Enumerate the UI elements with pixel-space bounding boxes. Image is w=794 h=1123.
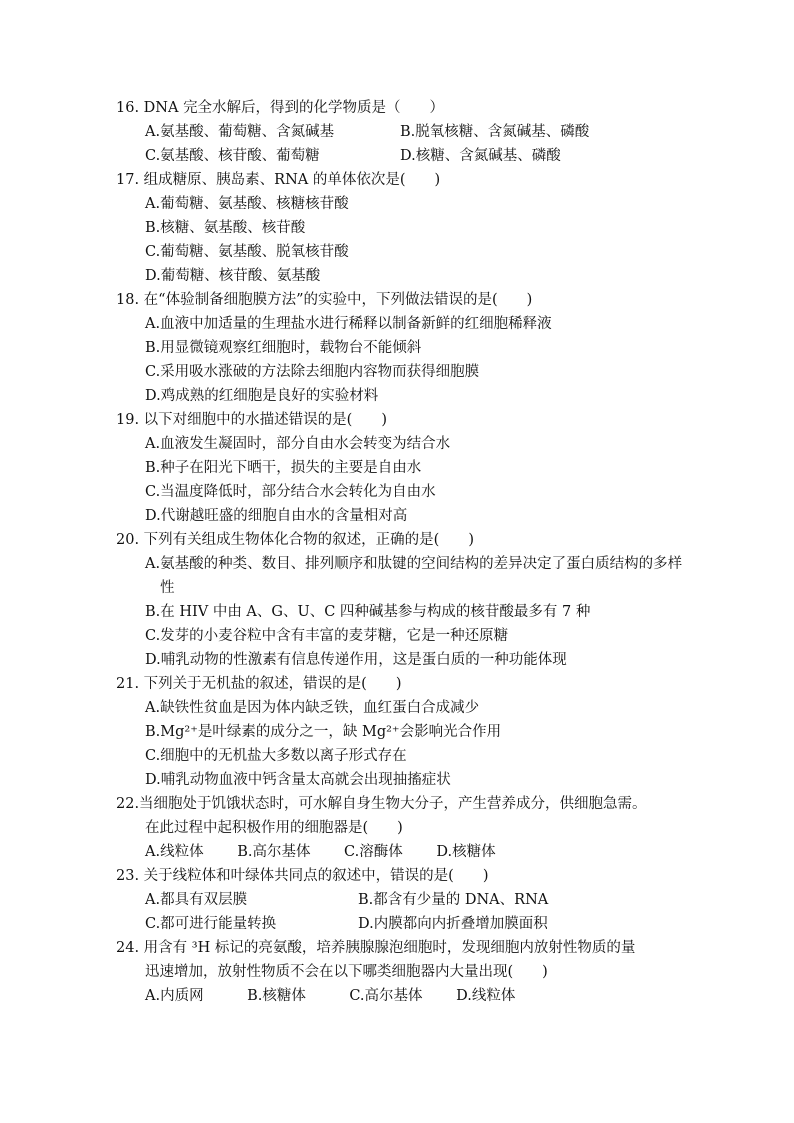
- option-21-a: A.缺铁性贫血是因为体内缺乏铁，血红蛋白合成减少: [145, 700, 480, 716]
- option-20-d: D.哺乳动物的性激素有信息传递作用，这是蛋白质的一种功能体现: [145, 652, 567, 668]
- option-16-c: C.氨基酸、核苷酸、葡萄糖: [145, 148, 320, 164]
- option-17-c: C.葡萄糖、氨基酸、脱氧核苷酸: [145, 244, 349, 260]
- question-20: 20. 下列有关组成生物体化合物的叙述，正确的是( ): [116, 532, 474, 548]
- question-19: 19. 以下对细胞中的水描述错误的是( ): [116, 412, 387, 428]
- question-21: 21. 下列关于无机盐的叙述，错误的是( ): [116, 676, 402, 692]
- option-20-a-continued: 性: [160, 580, 175, 596]
- question-24: 24. 用含有 ³H 标记的亮氨酸，培养胰腺腺泡细胞时，发现细胞内放射性物质的量: [116, 940, 636, 956]
- option-23-a: A.都具有双层膜: [145, 892, 248, 908]
- question-16: 16. DNA 完全水解后，得到的化学物质是（ ）: [116, 100, 445, 116]
- option-19-a: A.血液发生凝固时，部分自由水会转变为结合水: [145, 436, 451, 452]
- option-17-a: A.葡萄糖、氨基酸、核糖核苷酸: [145, 196, 349, 212]
- option-16-b: B.脱氧核糖、含氮碱基、磷酸: [400, 124, 590, 140]
- option-16-d: D.核糖、含氮碱基、磷酸: [400, 148, 561, 164]
- question-18: 18. 在“体验制备细胞膜方法”的实验中，下列做法错误的是( ): [116, 292, 533, 308]
- option-21-d: D.哺乳动物血液中钙含量太高就会出现抽搐症状: [145, 772, 451, 788]
- option-21-b: B.Mg²⁺是叶绿素的成分之一，缺 Mg²⁺会影响光合作用: [145, 724, 502, 740]
- options-22: A.线粒体 B.高尔基体 C.溶酶体 D.核糖体: [145, 844, 496, 860]
- option-18-d: D.鸡成熟的红细胞是良好的实验材料: [145, 388, 379, 404]
- option-20-c: C.发芽的小麦谷粒中含有丰富的麦芽糖，它是一种还原糖: [145, 628, 509, 644]
- question-22: 22.当细胞处于饥饿状态时，可水解自身生物大分子，产生营养成分，供细胞急需。: [116, 796, 647, 812]
- option-20-a: A.氨基酸的种类、数目、排列顺序和肽键的空间结构的差异决定了蛋白质结构的多样: [145, 556, 683, 572]
- option-18-a: A.血液中加适量的生理盐水进行稀释以制备新鲜的红细胞稀释液: [145, 316, 552, 332]
- option-17-b: B.核糖、氨基酸、核苷酸: [145, 220, 306, 236]
- option-23-d: D.内膜都向内折叠增加膜面积: [358, 916, 548, 932]
- option-19-b: B.种子在阳光下晒干，损失的主要是自由水: [145, 460, 422, 476]
- option-20-b: B.在 HIV 中由 A、G、U、C 四种碱基参与构成的核苷酸最多有 7 种: [145, 604, 591, 620]
- question-22-continued: 在此过程中起积极作用的细胞器是( ): [145, 820, 403, 836]
- option-16-a: A.氨基酸、葡萄糖、含氮碱基: [145, 124, 335, 140]
- option-21-c: C.细胞中的无机盐大多数以离子形式存在: [145, 748, 407, 764]
- question-17: 17. 组成糖原、胰岛素、RNA 的单体依次是( ): [116, 172, 441, 188]
- option-17-d: D.葡萄糖、核苷酸、氨基酸: [145, 268, 321, 284]
- option-23-c: C.都可进行能量转换: [145, 916, 277, 932]
- option-23-b: B.都含有少量的 DNA、RNA: [358, 892, 549, 908]
- option-19-c: C.当温度降低时，部分结合水会转化为自由水: [145, 484, 436, 500]
- question-23: 23. 关于线粒体和叶绿体共同点的叙述中，错误的是( ): [116, 868, 489, 884]
- options-24: A.内质网 B.核糖体 C.高尔基体 D.线粒体: [145, 988, 516, 1004]
- question-24-continued: 迅速增加，放射性物质不会在以下哪类细胞器内大量出现( ): [145, 964, 548, 980]
- option-18-c: C.采用吸水涨破的方法除去细胞内容物而获得细胞膜: [145, 364, 480, 380]
- option-18-b: B.用显微镜观察红细胞时，载物台不能倾斜: [145, 340, 422, 356]
- option-19-d: D.代谢越旺盛的细胞自由水的含量相对高: [145, 508, 408, 524]
